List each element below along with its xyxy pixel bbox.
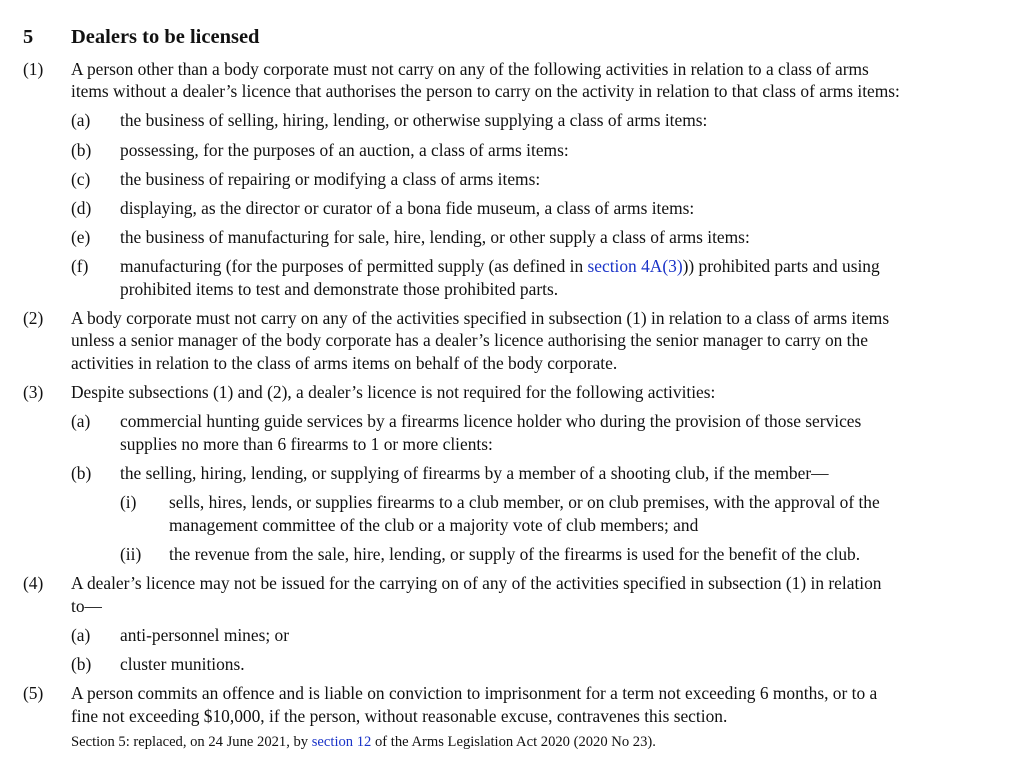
subparagraph-3bi-text-line2: management committee of the club or a majority vote of club members; and [169,515,699,535]
paragraph-1e-label: (e) [71,227,91,247]
paragraph-1f-text-line1 [120,255,880,278]
subparagraph-3bii-text: the revenue from the sale, hire, lending, or supply of the firearms is used for the benefit of the club. [169,544,861,564]
paragraph-3a-text-line1: commercial hunting guide services by a firearms licence holder who during the provision of those services [120,411,862,431]
history-note-post: of the Arms Legislation Act 2020 (2020 No 23). [371,734,656,750]
paragraph-3a-text-line2: supplies no more than 6 firearms to 1 or more clients: [120,434,493,454]
subsection-4-label: (4) [23,573,44,593]
subparagraph-3bi-label: (i) [120,492,137,512]
subsection-1-text-line2: items without a dealer’s licence that authorises the person to carry on the activity in relation to that class of arms items: [71,81,900,101]
paragraph-1f-text-pre: manufacturing (for the purposes of permitted supply (as defined in [120,256,588,276]
subsection-4-text-line2: to— [71,596,102,616]
paragraph-1d-text: displaying, as the director or curator of a bona fide museum, a class of arms items: [120,198,695,218]
subsection-5-text-line1: A person commits an offence and is liable on conviction to imprisonment for a term not exceeding 6 months, or to a [71,683,878,703]
section-12-link[interactable]: section 12 [311,734,372,750]
subsection-3-label: (3) [23,382,44,402]
paragraph-1f-text-line2: prohibited items to test and demonstrate those prohibited parts. [120,279,559,299]
subsection-1-text-line1: A person other than a body corporate must not carry on any of the following activities in relation to a class of arms [71,59,869,79]
paragraph-1f-text-post: )) prohibited parts and using [682,256,880,276]
paragraph-1c-text: the business of repairing or modifying a class of arms items: [120,169,541,189]
paragraph-1b-text: possessing, for the purposes of an auction, a class of arms items: [120,140,569,160]
paragraph-1a-text: the business of selling, hiring, lending, or otherwise supplying a class of arms items: [120,110,708,130]
paragraph-1a-label: (a) [71,110,91,130]
paragraph-3b-text: the selling, hiring, lending, or supplying of firearms by a member of a shooting club, if the member— [120,463,829,483]
paragraph-1c-label: (c) [71,169,91,189]
section-4a3-link[interactable]: section 4A(3) [587,256,683,276]
subparagraph-3bii-label: (ii) [120,544,142,564]
paragraph-4a-text: anti-personnel mines; or [120,625,290,645]
paragraph-3b-label: (b) [71,463,92,483]
subparagraph-3bi-text-line1: sells, hires, lends, or supplies firearms to a club member, or on club premises, with the approval of the [169,492,880,512]
subsection-3-text: Despite subsections (1) and (2), a dealer’s licence is not required for the following activities: [71,382,716,402]
cut-off-text-fragment [60,0,64,10]
paragraph-4a-label: (a) [71,625,91,645]
paragraph-4b-label: (b) [71,654,92,674]
subsection-2-label: (2) [23,308,44,328]
section-number: 5 [23,26,34,48]
paragraph-1d-label: (d) [71,198,92,218]
subsection-5-text-line2: fine not exceeding $10,000, if the person, without reasonable excuse, contravenes this section. [71,706,728,726]
history-note [71,733,656,752]
subsection-5-label: (5) [23,683,44,703]
subsection-1-label: (1) [23,59,44,79]
subsection-4-text-line1: A dealer’s licence may not be issued for the carrying on of any of the activities specified in subsection (1) in relation [71,573,882,593]
section-title: Dealers to be licensed [71,26,260,48]
subsection-2-text-line3: activities in relation to the class of arms items on behalf of the body corporate. [71,353,618,373]
history-note-pre: Section 5: replaced, on 24 June 2021, by [71,734,312,750]
paragraph-4b-text: cluster munitions. [120,654,245,674]
paragraph-1e-text: the business of manufacturing for sale, hire, lending, or other supply a class of arms items: [120,227,750,247]
subsection-2-text-line2: unless a senior manager of the body corporate has a dealer’s licence authorising the senior manager to carry on the [71,330,868,350]
subsection-2-text-line1: A body corporate must not carry on any of the activities specified in subsection (1) in relation to a class of arms items [71,308,890,328]
paragraph-1f-label: (f) [71,256,89,276]
paragraph-3a-label: (a) [71,411,91,431]
paragraph-1b-label: (b) [71,140,92,160]
